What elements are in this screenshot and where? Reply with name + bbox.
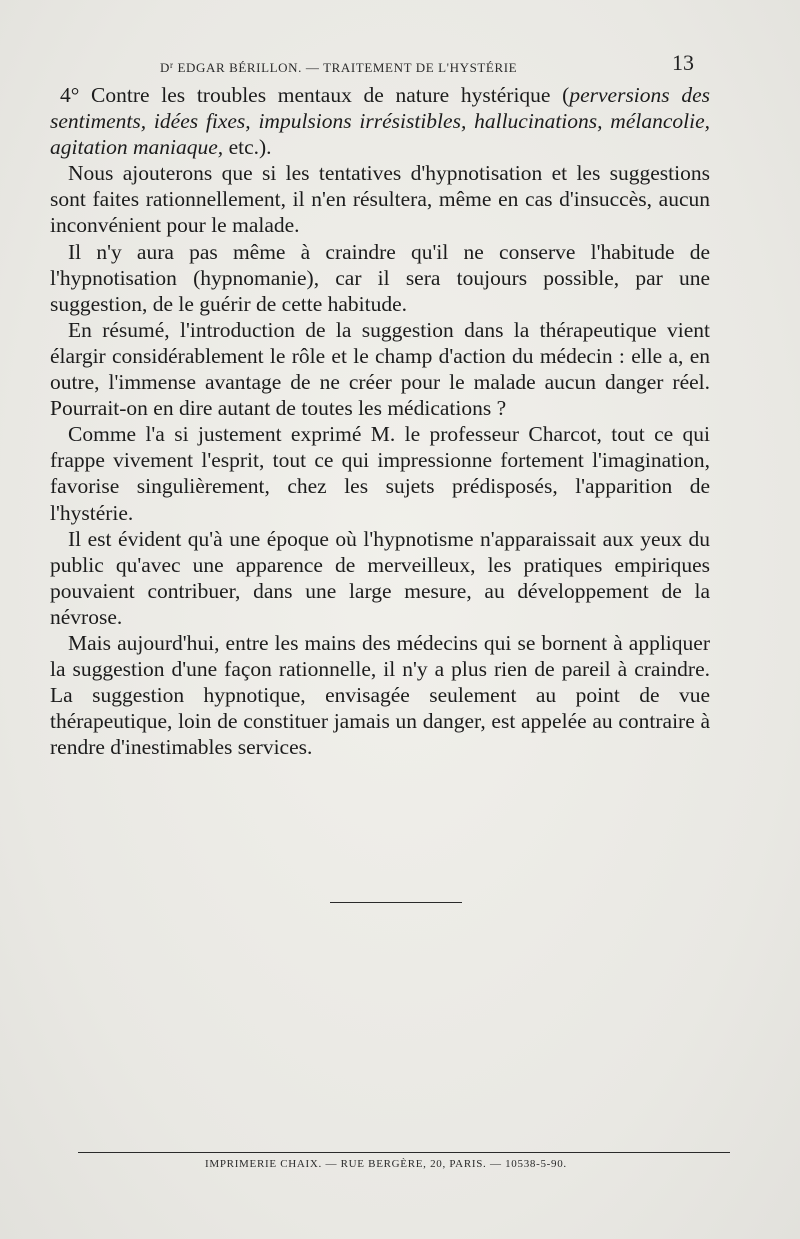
running-head-title: EDGAR BÉRILLON. — TRAITEMENT DE L'HYSTÉRIE (173, 60, 518, 75)
printer-imprint: IMPRIMERIE CHAIX. — RUE BERGÈRE, 20, PARIS. — 10538-5-90. (205, 1158, 567, 1170)
paragraph-1-tail: etc.). (223, 135, 272, 160)
paragraph-6: Il est évident qu'à une époque où l'hypnotisme n'apparaissait aux yeux du public qu'avec une apparence de merveilleux, les pratiques empiriques pouvaient contribuer, dans une large mesure, au développement de la névrose. (50, 526, 710, 629)
paragraph-2: Nous ajouterons que si les tentatives d'hypnotisation et les suggestions sont faites rationnellement, il n'en résultera, même en cas d'insuccès, aucun inconvénient pour le malade. (50, 161, 710, 238)
running-head-superscript: r (170, 60, 174, 70)
paragraph-1 (50, 82, 710, 160)
end-rule (330, 902, 462, 903)
running-head-prefix: D (160, 60, 170, 75)
paragraph-7: Mais aujourd'hui, entre les mains des médecins qui se bornent à appliquer la suggestion d'une façon rationnelle, il n'y a plus rien de pareil à craindre. La suggestion hypnotique, envisagée seulement au point de vue thérapeutique, loin de constituer jamais un danger, est appelée au contraire à rendre d'inestimables services. (50, 630, 710, 760)
body-text (50, 82, 710, 760)
page-number: 13 (672, 50, 694, 75)
paragraph-3: Il n'y aura pas même à craindre qu'il ne conserve l'habitude de l'hypnotisation (hypnomanie), car il sera toujours possible, par une suggestion, de le guérir de cette habitude. (50, 239, 710, 316)
footer-rule (78, 1152, 730, 1153)
paragraph-4: En résumé, l'introduction de la suggestion dans la thérapeutique vient élargir considérablement le rôle et le champ d'action du médecin : elle a, en outre, l'immense avantage de ne créer pour le malade aucun danger réel. Pourrait-on en dire autant de toutes les médications ? (50, 317, 710, 421)
paragraph-1-italic: perversions des sentiments, idées fixes, impulsions irrésistibles, hallucinations, mélancolie, agitation maniaque, (50, 83, 710, 160)
paragraph-1-lead: 4° Contre les troubles mentaux de nature hystérique ( (60, 83, 570, 107)
running-head (160, 60, 580, 76)
paragraph-5: Comme l'a si justement exprimé M. le professeur Charcot, tout ce qui frappe vivement l'esprit, tout ce qui impressionne fortement l'imagination, favorise singulièrement, chez les sujets prédisposés, l'apparition de l'hystérie. (50, 422, 710, 525)
